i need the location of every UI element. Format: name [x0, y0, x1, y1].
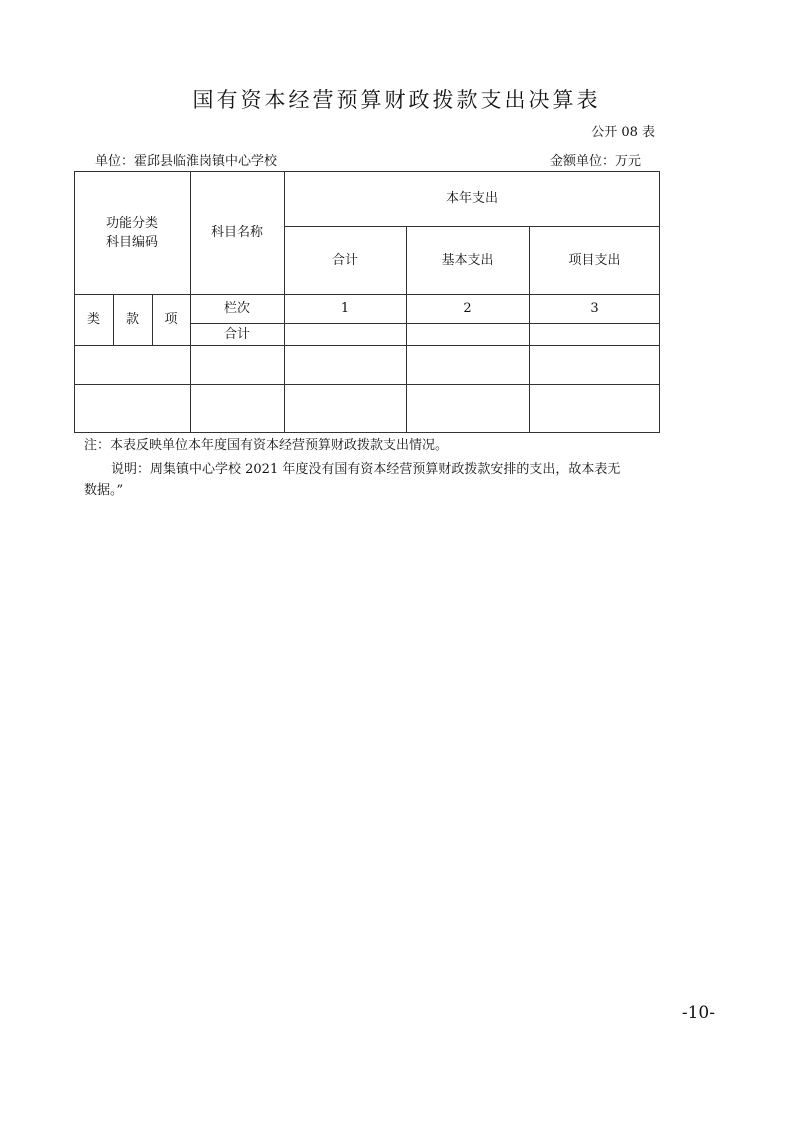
- subject-name-header: 科目名称: [210, 225, 263, 240]
- page-number: -10-: [681, 1003, 715, 1023]
- table-line: [74, 384, 660, 385]
- amount-unit-label: 金额单位：万元: [549, 154, 641, 169]
- unit-label: 单位：霍邱县临淮岗镇中心学校: [95, 154, 278, 169]
- kuan-header: 款: [125, 312, 139, 327]
- col-project-header: 项目支出: [568, 252, 621, 268]
- form-number: 公开 08 表: [591, 125, 655, 140]
- col-total-header: 合计: [331, 252, 358, 268]
- func-class-header: [74, 171, 190, 294]
- col-num-3: 3: [590, 301, 599, 316]
- col-num-2: 2: [463, 301, 472, 316]
- year-expense-header: 本年支出: [445, 191, 498, 206]
- col-basic-header: 基本支出: [441, 252, 494, 268]
- xiang-header: 项: [164, 312, 178, 327]
- lanci-label: 栏次: [223, 301, 250, 316]
- func-class-line1: 功能分类: [105, 215, 158, 231]
- expense-table: [74, 171, 660, 433]
- note-2-line2: 数据。”: [84, 483, 124, 498]
- lei-header: 类: [86, 312, 100, 327]
- col-num-1: 1: [340, 301, 350, 316]
- total-row-label: 合计: [223, 326, 250, 342]
- table-line: [74, 345, 660, 346]
- note-1: 注：本表反映单位本年度国有资本经营预算财政拨款支出情况。: [84, 438, 449, 453]
- func-class-line2: 科目编码: [105, 234, 158, 250]
- table-border-bottom: [74, 432, 660, 433]
- document-title: 国有资本经营预算财政拨款支出决算表: [192, 88, 601, 112]
- note-2-line1: 说明：周集镇中心学校 2021 年度没有国有资本经营预算财政拨款安排的支出，故本表无: [111, 462, 621, 477]
